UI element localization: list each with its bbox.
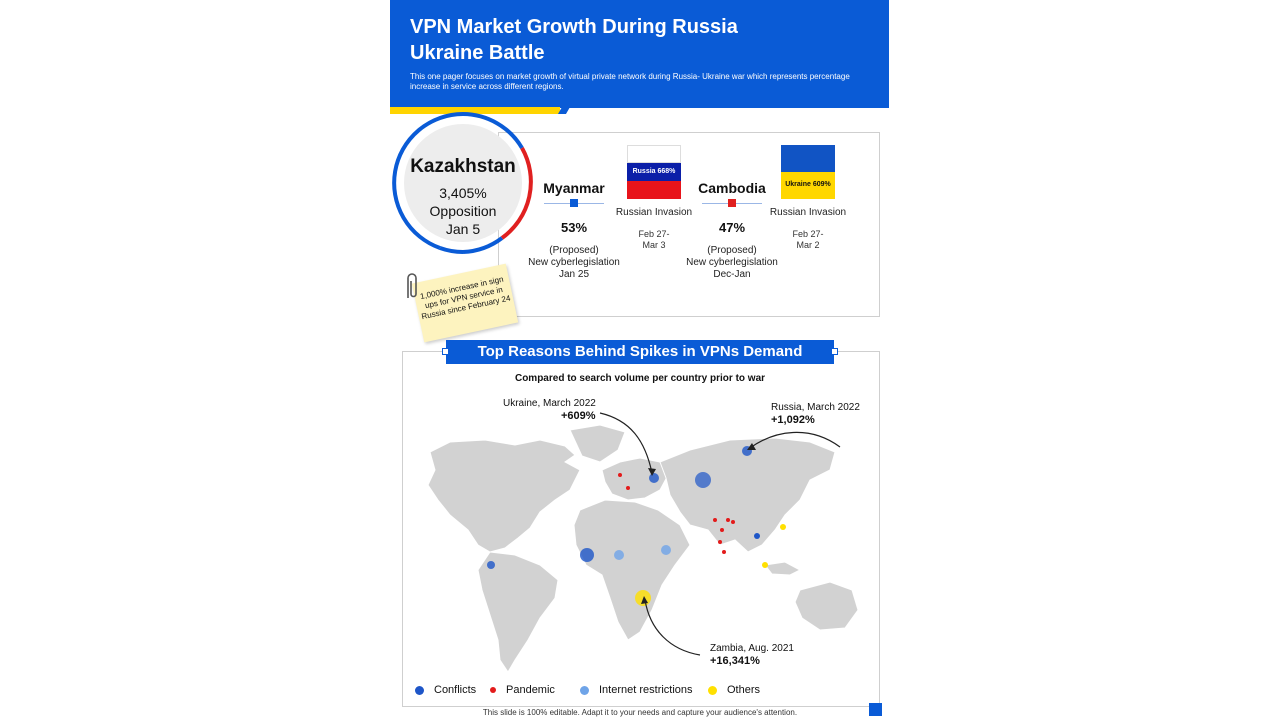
footer-note: This slide is 100% editable. Adapt it to your needs and capture your audience's attention. bbox=[482, 708, 798, 717]
myanmar-title: Myanmar bbox=[543, 180, 605, 196]
marker-pandemic-asia-2 bbox=[720, 528, 724, 532]
australia-shape bbox=[795, 582, 858, 630]
marker-pandemic-asia-3 bbox=[726, 518, 730, 522]
annotation-zambia-label: Zambia, Aug. 2021 bbox=[710, 643, 794, 654]
myanmar-percent: 53% bbox=[560, 220, 588, 235]
annotation-ukraine-label: Ukraine, March 2022 bbox=[503, 398, 596, 409]
legend-pandemic-dot-icon bbox=[490, 687, 496, 693]
russia-flag-label: Russia 668% bbox=[632, 168, 676, 175]
marker-conflict-ukraine bbox=[649, 473, 659, 483]
marker-conflict-asia bbox=[754, 533, 760, 539]
annotation-russia-value: +1,092% bbox=[771, 414, 815, 426]
page-title: VPN Market Growth During Russia Ukraine Battle bbox=[410, 16, 738, 64]
kazakhstan-reason: Opposition bbox=[429, 203, 497, 219]
sticky-note: 1,000% increase in sign ups for VPN service in Russia since February 24 bbox=[412, 264, 518, 343]
annotation-zambia bbox=[710, 643, 794, 668]
marker-conflict-kazakhstan bbox=[695, 472, 711, 488]
russia-event: Russian Invasion bbox=[615, 207, 693, 218]
annotation-ukraine-value: +609% bbox=[561, 410, 596, 422]
ukraine-date-1: Feb 27- bbox=[792, 229, 824, 239]
legend-internet-restrictions: Internet restrictions bbox=[580, 684, 693, 698]
marker-restriction-africa-1 bbox=[614, 550, 624, 560]
marker-conflict-americas bbox=[487, 561, 495, 569]
marker-other-indonesia bbox=[762, 562, 768, 568]
cambodia-percent: 47% bbox=[718, 220, 746, 235]
ukraine-flag-label: Ukraine 609% bbox=[785, 181, 831, 188]
marker-conflict-west-africa bbox=[580, 548, 594, 562]
indonesia-shape bbox=[765, 562, 800, 575]
cambodia-title: Cambodia bbox=[698, 180, 766, 196]
kazakhstan-percent: 3,405% bbox=[439, 185, 487, 201]
marker-pandemic-asia-5 bbox=[718, 540, 722, 544]
annotation-russia bbox=[771, 402, 860, 427]
legend-restrictions-dot-icon bbox=[580, 686, 589, 695]
annotation-zambia-value: +16,341% bbox=[710, 655, 760, 667]
annotation-russia-label: Russia, March 2022 bbox=[771, 402, 860, 413]
annotation-ukraine bbox=[503, 398, 596, 423]
south-america-shape bbox=[478, 552, 558, 672]
greenland-shape bbox=[570, 425, 625, 462]
marker-other-asia bbox=[780, 524, 786, 530]
myanmar-desc-3: Jan 25 bbox=[558, 269, 590, 280]
page-subtitle: This one pager focuses on market growth of virtual private network during Russia- Ukraine war which represents percentage increase in service across different regions. bbox=[410, 72, 850, 91]
cambodia-desc-2: New cyberlegislation bbox=[686, 257, 778, 268]
legend-pandemic: Pandemic bbox=[490, 684, 555, 698]
cambodia-desc-1: (Proposed) bbox=[707, 245, 757, 256]
map-subtitle: Compared to search volume per country prior to war bbox=[514, 373, 766, 384]
marker-pandemic-asia-6 bbox=[722, 550, 726, 554]
ukraine-event: Russian Invasion bbox=[769, 207, 847, 218]
myanmar-desc-2: New cyberlegislation bbox=[528, 257, 620, 268]
marker-restriction-africa-2 bbox=[661, 545, 671, 555]
arrow-zambia bbox=[645, 600, 700, 655]
world-map bbox=[390, 0, 890, 720]
cambodia-desc-3: Dec-Jan bbox=[713, 269, 751, 280]
marker-pandemic-asia-1 bbox=[713, 518, 717, 522]
ukraine-date-2: Mar 2 bbox=[796, 240, 820, 250]
legend-conflicts: Conflicts bbox=[415, 684, 476, 698]
marker-pandemic-europe-2 bbox=[626, 486, 630, 490]
north-america-shape bbox=[428, 440, 580, 552]
africa-shape bbox=[574, 500, 690, 640]
one-pager bbox=[390, 0, 890, 720]
kazakhstan-date: Jan 5 bbox=[445, 221, 481, 237]
section-banner: Top Reasons Behind Spikes in VPNs Demand bbox=[446, 340, 834, 364]
myanmar-desc-1: (Proposed) bbox=[549, 245, 599, 256]
kazakhstan-title: Kazakhstan bbox=[410, 156, 516, 177]
russia-date-1: Feb 27- bbox=[638, 229, 670, 239]
legend-conflicts-dot-icon bbox=[415, 686, 424, 695]
marker-pandemic-europe-1 bbox=[618, 473, 622, 477]
russia-date-2: Mar 3 bbox=[642, 240, 666, 250]
legend-others: Others bbox=[708, 684, 760, 698]
marker-pandemic-asia-4 bbox=[731, 520, 735, 524]
legend-others-dot-icon bbox=[708, 686, 717, 695]
